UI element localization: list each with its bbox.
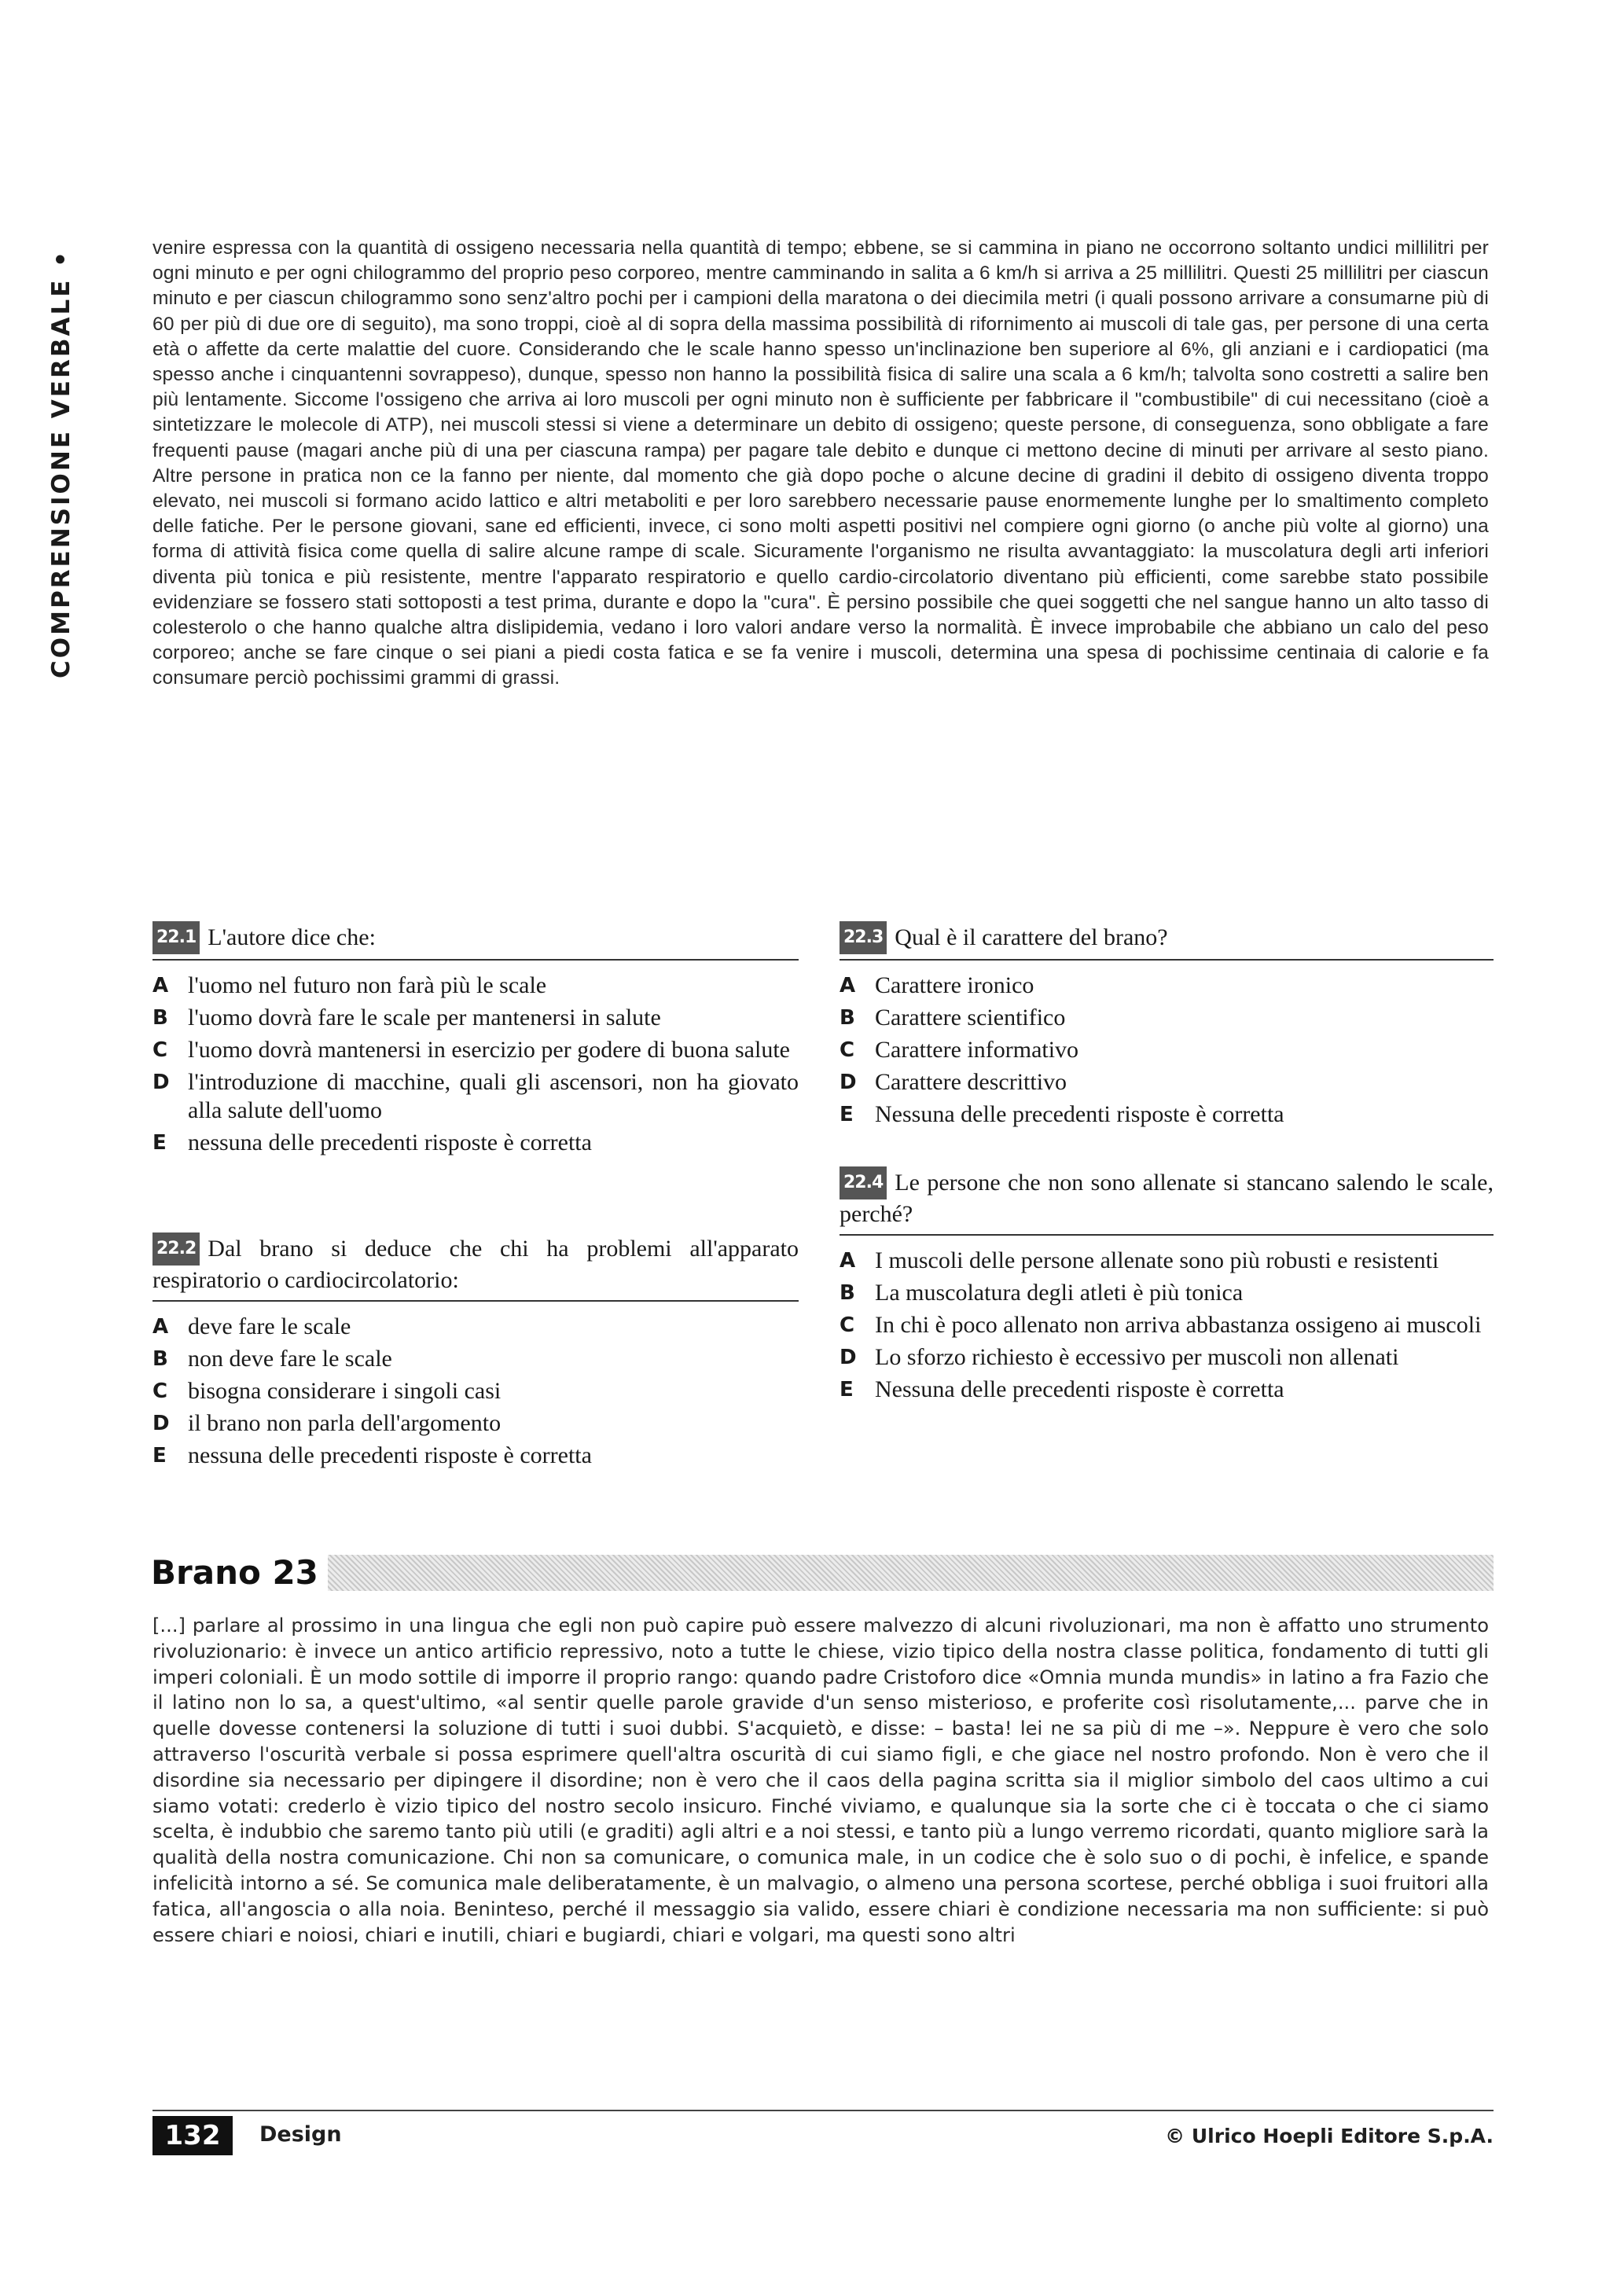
option-letter: B	[152, 1006, 168, 1030]
answer-option[interactable]	[840, 1311, 1494, 1339]
question-text: Qual è il carattere del brano?	[895, 924, 1168, 950]
option-text: deve fare le scale	[188, 1313, 351, 1339]
option-letter: A	[840, 974, 856, 997]
answer-option[interactable]	[152, 1377, 799, 1405]
option-letter: B	[152, 1347, 168, 1371]
question-22-4	[840, 1166, 1494, 1408]
answer-option[interactable]	[152, 1036, 799, 1064]
question-number-badge: 22.2	[152, 1232, 200, 1266]
option-text: In chi è poco allenato non arriva abbastanza ossigeno ai muscoli	[875, 1312, 1482, 1338]
option-text: Nessuna delle precedenti risposte è corretta	[875, 1101, 1284, 1127]
answer-option[interactable]	[152, 1068, 799, 1125]
option-text: l'introduzione di macchine, quali gli ascensori, non ha giovato alla salute dell'uomo	[188, 1069, 799, 1123]
option-letter: A	[152, 1315, 169, 1339]
option-text: nessuna delle precedenti risposte è corretta	[188, 1442, 592, 1468]
answer-option[interactable]	[152, 1129, 799, 1157]
question-header	[152, 1232, 799, 1302]
answer-option[interactable]	[152, 1345, 799, 1373]
option-text: l'uomo nel futuro non farà più le scale	[188, 972, 547, 998]
passage-22-text: venire espressa con la quantità di ossigeno necessaria nella quantità di tempo; ebbene, se si cammina in piano ne occorrono soltanto undici millilitri per ogni minuto e per ogni chilogrammo del proprio peso corporeo, mentre camminando in salita a 6 km/h si arriva a 25 millilitri. Questi 25 millilitri per ciascun minuto e per ciascun chilogrammo sono senz'altro pochi per i campioni della maratona o dei diecimila metri (i quali possono arrivare a consumarne più di 60 per più di due ore di seguito), ma sono troppi, cioè al di sopra della massima possibilità di rifornimento ai muscoli di tale gas, per persone di una certa età o affette da certe malattie del cuore. Considerando che le scale hanno spesso un'inclinazione ben superiore al 6%, gli anziani e i cardiopatici (ma spesso anche i cinquantenni sovrappeso), dunque, spesso non hanno la possibilità fisica di salire una scala a 6 km/h; talvolta sono costretti a salire ben più lentamente. Siccome l'ossigeno che arriva ai loro muscoli per ogni minuto non è sufficiente per fabbricare il "combustibile" di cui necessitano (cioè a sintetizzare le molecole di ATP), nei muscoli stessi si viene a determinare un debito di ossigeno; queste persone, di conseguenza, sono obbligate a fare frequenti pause (magari anche più di una per ciascuna rampa) per pagare tale debito e dunque ci mettono decine di minuti per arrivare al sesto piano. Altre persone in pratica non ce la fanno per niente, dal momento che già dopo poche o alcune decine di gradini il debito di ossigeno diventa troppo elevato, nei muscoli si formano acido lattico e altri metaboliti e per loro sarebbero necessarie pause enormemente lunghe per lo smaltimento completo delle fatiche. Per le persone giovani, sane ed efficienti, invece, ci sono molti aspetti positivi nel compiere ogni giorno (o anche più volte al giorno) una forma di attività fisica come quella di salire alcune rampe di scale. Sicuramente l'organismo ne risulta avvantaggiato: la muscolatura degli arti inferiori diventa più tonica e più resistente, mentre l'apparato respiratorio e quello cardio-circolatorio diventano più efficienti, come sarebbe stato possibile evidenziare se fossero stati sottoposti a test prima, durante e dopo la "cura". È persino possibile che quei soggetti che nel sangue hanno un alto tasso di colesterolo o che hanno qualche altra dislipidemia, vedano i loro valori andare verso la normalità. È invece improbabile che abbiano un calo del peso corporeo; anche se fare cinque o sei piani a piedi costa fatica e se fa venire i muscoli, determina una spesa di pochissime centinaia di calorie e fa consumare perciò pochissimi grammi di grassi.	[152, 237, 1489, 689]
answer-option[interactable]	[840, 1279, 1494, 1307]
option-text: il brano non parla dell'argomento	[188, 1410, 502, 1436]
question-number-badge: 22.4	[840, 1166, 887, 1199]
answer-option[interactable]	[840, 1100, 1494, 1129]
option-letter: C	[840, 1038, 855, 1062]
option-letter: A	[152, 974, 169, 997]
footer-divider	[152, 2110, 1494, 2111]
answer-option[interactable]	[840, 1036, 1494, 1064]
answer-option[interactable]	[152, 972, 799, 1000]
option-letter: D	[840, 1071, 857, 1094]
question-22-2	[152, 1232, 799, 1474]
footer-copyright: © Ulrico Hoepli Editore S.p.A.	[1165, 2125, 1494, 2147]
brano-23-heading: Brano 23	[148, 1555, 328, 1591]
answer-option[interactable]	[840, 1247, 1494, 1275]
option-text: Carattere ironico	[875, 972, 1034, 998]
option-letter: D	[840, 1346, 857, 1369]
option-letter: E	[152, 1131, 167, 1155]
option-text: l'uomo dovrà mantenersi in esercizio per godere di buona salute	[188, 1037, 790, 1063]
option-text: Carattere descrittivo	[875, 1069, 1067, 1095]
option-letter: C	[840, 1313, 855, 1337]
option-text: nessuna delle precedenti risposte è corretta	[188, 1130, 592, 1155]
answer-option[interactable]	[840, 1376, 1494, 1404]
option-letter: C	[152, 1379, 168, 1403]
option-letter: B	[840, 1006, 855, 1030]
option-text: bisogna considerare i singoli casi	[188, 1378, 502, 1404]
answer-option[interactable]	[840, 1343, 1494, 1372]
answer-option[interactable]	[152, 1004, 799, 1032]
option-text: Nessuna delle precedenti risposte è corretta	[875, 1376, 1284, 1402]
question-22-3	[840, 921, 1494, 1133]
option-text: Carattere informativo	[875, 1037, 1079, 1063]
option-text: Lo sforzo richiesto è eccessivo per muscoli non allenati	[875, 1344, 1399, 1370]
brano-23-heading-bar	[148, 1555, 1494, 1591]
option-text: l'uomo dovrà fare le scale per mantenersi in salute	[188, 1005, 661, 1030]
option-letter: E	[840, 1378, 854, 1401]
option-letter: D	[152, 1071, 170, 1094]
option-letter: B	[840, 1281, 855, 1305]
question-text: L'autore dice che:	[208, 924, 376, 950]
answer-option[interactable]	[840, 972, 1494, 1000]
answer-option[interactable]	[152, 1409, 799, 1438]
option-text: Carattere scientifico	[875, 1005, 1066, 1030]
page-number: 132	[152, 2116, 233, 2155]
question-number-badge: 22.3	[840, 921, 887, 954]
option-text: I muscoli delle persone allenate sono più robusti e resistenti	[875, 1247, 1439, 1273]
question-number-badge: 22.1	[152, 921, 200, 954]
question-text: Dal brano si deduce che chi ha problemi all'apparato respiratorio o cardiocircolatorio:	[152, 1236, 799, 1293]
option-letter: C	[152, 1038, 168, 1062]
option-letter: E	[152, 1444, 167, 1468]
option-letter: E	[840, 1103, 854, 1126]
side-section-label-text: COMPRENSIONE VERBALE •	[47, 249, 75, 678]
question-header	[840, 921, 1494, 961]
answer-option[interactable]	[840, 1004, 1494, 1032]
answer-option[interactable]	[152, 1442, 799, 1470]
question-22-1	[152, 921, 799, 1161]
option-text: non deve fare le scale	[188, 1346, 392, 1372]
question-text: Le persone che non sono allenate si stancano salendo le scale, perché?	[840, 1170, 1494, 1227]
answer-option[interactable]	[840, 1068, 1494, 1097]
option-text: La muscolatura degli atleti è più tonica	[875, 1280, 1244, 1306]
option-letter: A	[840, 1249, 856, 1273]
option-letter: D	[152, 1412, 170, 1435]
side-section-label	[38, 228, 85, 700]
question-header	[840, 1166, 1494, 1236]
passage-23-text: [...] parlare al prossimo in una lingua che egli non può capire può essere malvezzo di alcuni rivoluzionari, ma non è affatto uno strumento rivoluzionario: è invece un antico artificio repressivo, noto a tutte le chiese, vizio tipico della nostra classe politica, fondamento di tutti gli imperi coloniali. È un modo sottile di imporre il proprio rango: quando padre Cristoforo dice «Omnia munda mundis» in latino a fra Fazio che il latino non lo sa, a quest'ultimo, «al sentir quelle parole gravide d'un senso misterioso, e proferite così risolutamente,... parve che in quelle dovesse contenersi la soluzione di tutti i suoi dubbi. S'acquietò, e disse: – basta! lei ne sa più di me –». Neppure è vero che solo attraverso l'oscurità verbale si possa esprimere quell'altra oscurità di cui siamo figli, e che giace nel nostro profondo. Non è vero che il disordine sia necessario per dipingere il disordine; non è vero che il caos della pagina scritta sia il miglior simbolo del caos ultimo a cui siamo votati: crederlo è vizio tipico del nostro secolo insicuro. Finché viviamo, e qualunque sia la sorte che ci è toccata o che ci siamo scelta, è indubbio che saremo tanto più utili (e graditi) agli altri e a noi stessi, e tanto più a lungo verremo ricordati, quanto migliore sarà la qualità della nostra comunicazione. Chi non sa comunicare, o comunica male, in un codice che è solo suo o di pochi, è infelice, e spande infelicità intorno a sé. Se comunica male deliberatamente, è un malvagio, o almeno una persona scortese, perché obbliga i suoi fruitori alla fatica, all'angoscia o alla noia. Beninteso, perché il messaggio sia valido, essere chiari è condizione necessaria ma non sufficiente: si può essere chiari e noiosi, chiari e inutili, chiari e bugiardi, chiari e volgari, ma questi sono altri	[152, 1615, 1489, 1946]
answer-option[interactable]	[152, 1313, 799, 1341]
question-header	[152, 921, 799, 961]
footer-section-name: Design	[259, 2122, 342, 2147]
